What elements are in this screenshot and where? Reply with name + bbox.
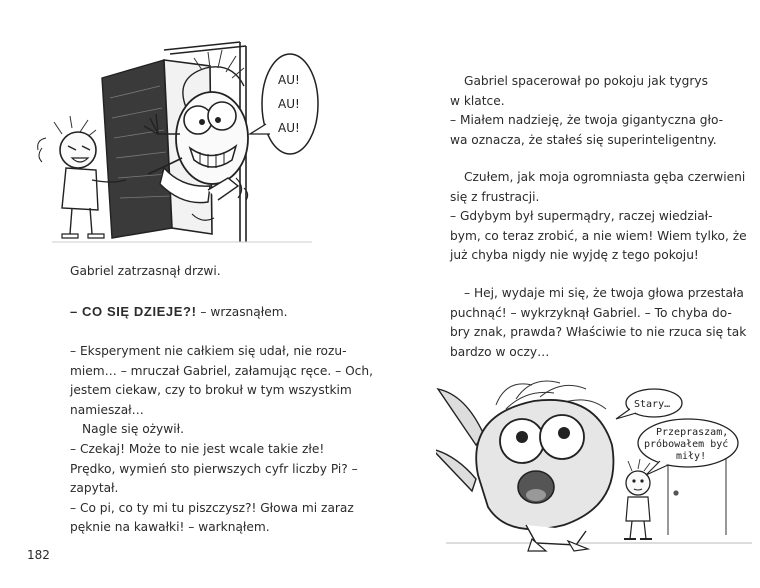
text-line: – Miałem nadzieję, że twoja gigantyczna gło- bbox=[450, 113, 724, 128]
text-line: Nagle się ożywił. bbox=[82, 422, 184, 437]
paragraph-frustration bbox=[450, 168, 747, 266]
text-line: Gabriel zatrzasnął drzwi. bbox=[70, 264, 221, 278]
text-line: pęknie na kawałki! – warknąłem. bbox=[70, 520, 270, 535]
text-line: bardzo w oczy… bbox=[450, 344, 550, 359]
text-line: – Co pi, co ty mi tu piszczysz?! Głowa mi zaraz bbox=[70, 500, 354, 515]
text-line: – Hej, wydaje mi się, że twoja głowa przestała bbox=[464, 286, 744, 300]
apology-speech-bubble bbox=[638, 419, 738, 475]
gabriel-character bbox=[624, 459, 652, 539]
stary-text: Stary… bbox=[634, 399, 671, 410]
big-head-character bbox=[436, 381, 613, 551]
big-head-illustration bbox=[436, 375, 756, 555]
text-line: bym, co teraz zrobić, a nie wiem! Wiem tylko, że bbox=[450, 228, 747, 243]
apology-line-3: miły! bbox=[676, 451, 707, 462]
text-line: puchnąć! – wykrzyknął Gabriel. – To chyba do- bbox=[450, 305, 732, 320]
apology-line-1: Przepraszam, bbox=[656, 427, 729, 438]
paragraph-door-slam bbox=[70, 262, 340, 282]
text-line: się z frustracji. bbox=[450, 189, 540, 204]
right-page bbox=[380, 0, 760, 588]
text-line: miem… – mruczał Gabriel, załamując ręce. – Och, bbox=[70, 363, 373, 378]
text-line: – Eksperyment nie całkiem się udał, nie rozu- bbox=[70, 344, 347, 358]
au-line-1: AU! bbox=[278, 73, 300, 87]
text-line: wa oznacza, że stałeś się superinteligentny. bbox=[450, 132, 717, 147]
shout-rest: – wrzasnąłem. bbox=[196, 305, 288, 319]
text-line: w klatce. bbox=[450, 93, 505, 108]
paragraph-experiment bbox=[70, 342, 373, 538]
text-line: Prędko, wymień sto pierwszych cyfr liczby Pi? – bbox=[70, 461, 358, 476]
text-line: – Gdybym był supermądry, raczej wiedział- bbox=[450, 209, 713, 224]
au-line-3: AU! bbox=[278, 121, 300, 135]
paragraph-shout bbox=[70, 302, 340, 323]
text-line: Gabriel spacerował po pokoju jak tygrys bbox=[464, 74, 708, 88]
text-line: – Czekaj! Może to nie jest wcale takie złe! bbox=[70, 441, 325, 456]
au-speech-bubble bbox=[250, 54, 318, 154]
paragraph-tiger bbox=[450, 72, 735, 150]
text-line bbox=[70, 302, 340, 323]
text-line: namieszał… bbox=[70, 402, 144, 417]
text-line: już chyba nigdy nie wyjdę z tego pokoju! bbox=[450, 248, 699, 263]
apology-line-2: próbowałem być bbox=[644, 439, 729, 450]
text-line: zapytał. bbox=[70, 481, 119, 496]
paragraph-head-shrinking bbox=[450, 284, 747, 362]
door-scene-illustration bbox=[32, 38, 322, 248]
dark-doorway bbox=[102, 60, 172, 238]
au-line-2: AU! bbox=[278, 97, 300, 111]
shout-text: – CO SIĘ DZIEJE?! bbox=[70, 304, 197, 319]
stary-speech-bubble bbox=[616, 389, 682, 419]
text-line: jestem ciekaw, czy to brokuł w tym wszystkim bbox=[70, 383, 352, 398]
text-line: Czułem, jak moja ogromniasta gęba czerwieni bbox=[464, 170, 746, 184]
text-line: bry znak, prawda? Właściwie to nie rzuca się tak bbox=[450, 325, 747, 340]
page-number: 182 bbox=[27, 548, 50, 562]
